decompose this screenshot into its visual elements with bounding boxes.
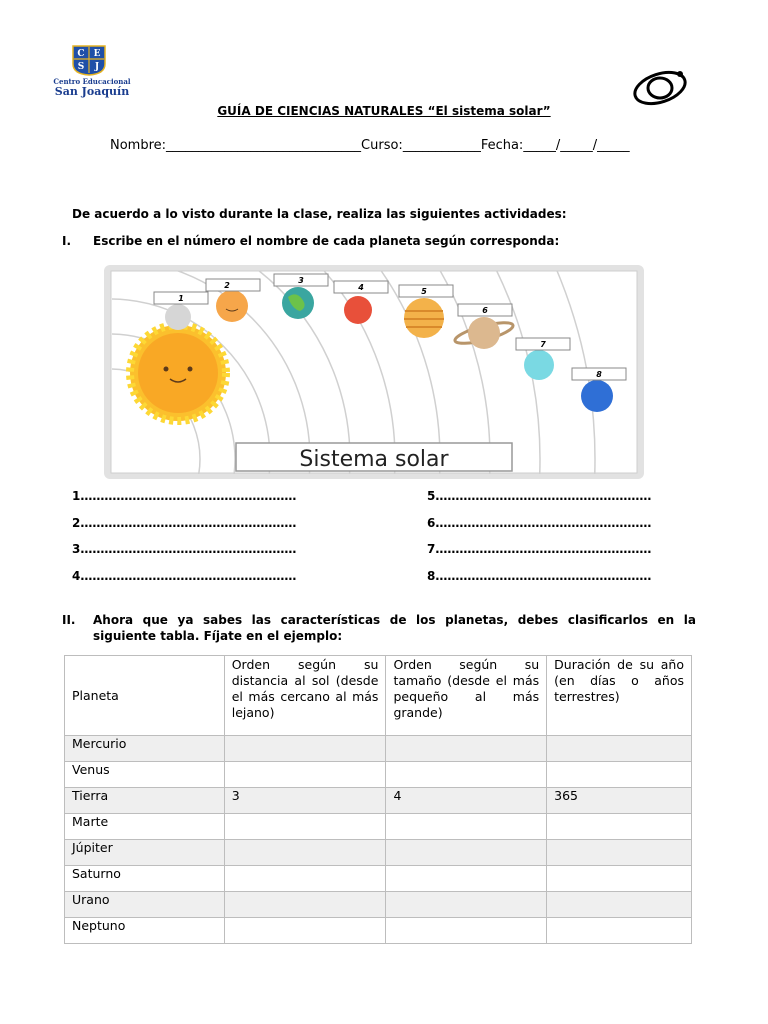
table-row xyxy=(65,840,692,866)
page-title: GUÍA DE CIENCIAS NATURALES “El sistema solar” xyxy=(217,104,551,118)
table-row xyxy=(65,918,692,944)
size-order-cell[interactable] xyxy=(386,892,547,918)
table-row xyxy=(65,788,692,814)
instructions-intro: De acuerdo a lo visto durante la clase, realiza las siguientes actividades: xyxy=(72,207,567,221)
table-row xyxy=(65,866,692,892)
distance-order-cell[interactable] xyxy=(224,736,386,762)
school-logo xyxy=(52,44,132,100)
distance-order-cell[interactable] xyxy=(224,762,386,788)
answer-line-8[interactable]: 8……………………………………………… xyxy=(427,569,652,583)
curso-field[interactable]: ____________ xyxy=(402,138,481,153)
fecha-field[interactable]: _____/_____/_____ xyxy=(523,138,630,153)
year-duration-cell[interactable] xyxy=(547,866,692,892)
planet-venus xyxy=(216,290,248,322)
answer-line-3[interactable]: 3……………………………………………… xyxy=(72,542,297,556)
distance-order-cell[interactable] xyxy=(224,840,386,866)
size-order-cell[interactable] xyxy=(386,736,547,762)
table-row xyxy=(65,736,692,762)
distance-order-cell[interactable] xyxy=(224,918,386,944)
planet-classification-table xyxy=(64,655,692,944)
table-row xyxy=(65,814,692,840)
planet-name: Neptuno xyxy=(65,918,225,944)
nombre-field[interactable]: ______________________________ xyxy=(166,138,362,153)
planet-earth xyxy=(282,287,314,319)
planet-neptune xyxy=(581,380,613,412)
label-box-2 xyxy=(206,279,260,291)
year-duration-cell[interactable] xyxy=(547,814,692,840)
shield-letter-e: E xyxy=(93,49,101,59)
header-size-order: Orden según su tamaño (desde el más pequeño al más grande) xyxy=(386,656,547,736)
table-row xyxy=(65,762,692,788)
answer-line-2[interactable]: 2……………………………………………… xyxy=(72,516,297,530)
label-number-4: 4 xyxy=(358,283,364,292)
fecha-label: Fecha: xyxy=(480,138,524,153)
year-duration-cell[interactable] xyxy=(547,762,692,788)
header-year-duration: Duración de su año (en días o años terrestres) xyxy=(547,656,692,736)
header-planeta: Planeta xyxy=(65,656,225,736)
planet-name: Urano xyxy=(65,892,225,918)
year-duration-cell[interactable]: 365 xyxy=(547,788,692,814)
solar-system-diagram xyxy=(102,263,646,481)
answer-line-4[interactable]: 4……………………………………………… xyxy=(72,569,297,583)
planet-name: Saturno xyxy=(65,866,225,892)
distance-order-cell[interactable] xyxy=(224,814,386,840)
section-2-number: II. xyxy=(62,613,76,627)
size-order-cell[interactable] xyxy=(386,866,547,892)
student-fields xyxy=(110,138,630,153)
label-number-7: 7 xyxy=(540,340,546,349)
school-shield-icon xyxy=(71,44,107,76)
shield-letter-s: S xyxy=(77,62,85,72)
label-number-8: 8 xyxy=(596,370,602,379)
planet-name: Mercurio xyxy=(65,736,225,762)
table-header-row xyxy=(65,656,692,736)
sun xyxy=(130,325,226,421)
size-order-cell[interactable] xyxy=(386,840,547,866)
distance-order-cell[interactable]: 3 xyxy=(224,788,386,814)
shield-letter-j: J xyxy=(94,62,100,72)
year-duration-cell[interactable] xyxy=(547,918,692,944)
answer-line-6[interactable]: 6……………………………………………… xyxy=(427,516,652,530)
planet-jupiter xyxy=(404,298,444,338)
size-order-cell[interactable] xyxy=(386,762,547,788)
size-order-cell[interactable] xyxy=(386,918,547,944)
distance-order-cell[interactable] xyxy=(224,866,386,892)
year-duration-cell[interactable] xyxy=(547,840,692,866)
planet-name: Marte xyxy=(65,814,225,840)
section-1-heading xyxy=(62,234,559,248)
planet-name: Júpiter xyxy=(65,840,225,866)
label-number-1: 1 xyxy=(178,294,184,303)
logo-line-2: San Joaquín xyxy=(54,85,130,98)
planet-name: Tierra xyxy=(65,788,225,814)
planet-mars xyxy=(344,296,372,324)
shield-letter-c: C xyxy=(77,49,85,59)
section-2-text: Ahora que ya sabes las características de los planetas, debes clasificarlos en la siguiente tabla. Fíjate en el ejemplo: xyxy=(93,613,696,643)
table-row xyxy=(65,892,692,918)
nombre-label: Nombre: xyxy=(110,138,167,153)
header-distance-order: Orden según su distancia al sol (desde el más cercano al más lejano) xyxy=(224,656,386,736)
section-1-text: Escribe en el número el nombre de cada planeta según corresponda: xyxy=(93,234,560,248)
year-duration-cell[interactable] xyxy=(547,892,692,918)
size-order-cell[interactable] xyxy=(386,814,547,840)
label-number-6: 6 xyxy=(482,306,488,315)
answer-line-1[interactable]: 1……………………………………………… xyxy=(72,489,297,503)
answer-line-7[interactable]: 7……………………………………………… xyxy=(427,542,652,556)
label-number-2: 2 xyxy=(224,281,230,290)
answer-line-5[interactable]: 5……………………………………………… xyxy=(427,489,652,503)
curso-label: Curso: xyxy=(361,138,403,153)
section-1-number: I. xyxy=(62,234,72,248)
planet-name: Venus xyxy=(65,762,225,788)
planet-uranus xyxy=(524,350,554,380)
year-duration-cell[interactable] xyxy=(547,736,692,762)
planet-mercury xyxy=(165,304,191,330)
label-number-5: 5 xyxy=(421,287,427,296)
diagram-banner-text: Sistema solar xyxy=(299,447,449,472)
logo-line-1: Centro Educacional xyxy=(53,77,131,86)
label-number-3: 3 xyxy=(298,276,304,285)
size-order-cell[interactable]: 4 xyxy=(386,788,547,814)
distance-order-cell[interactable] xyxy=(224,892,386,918)
